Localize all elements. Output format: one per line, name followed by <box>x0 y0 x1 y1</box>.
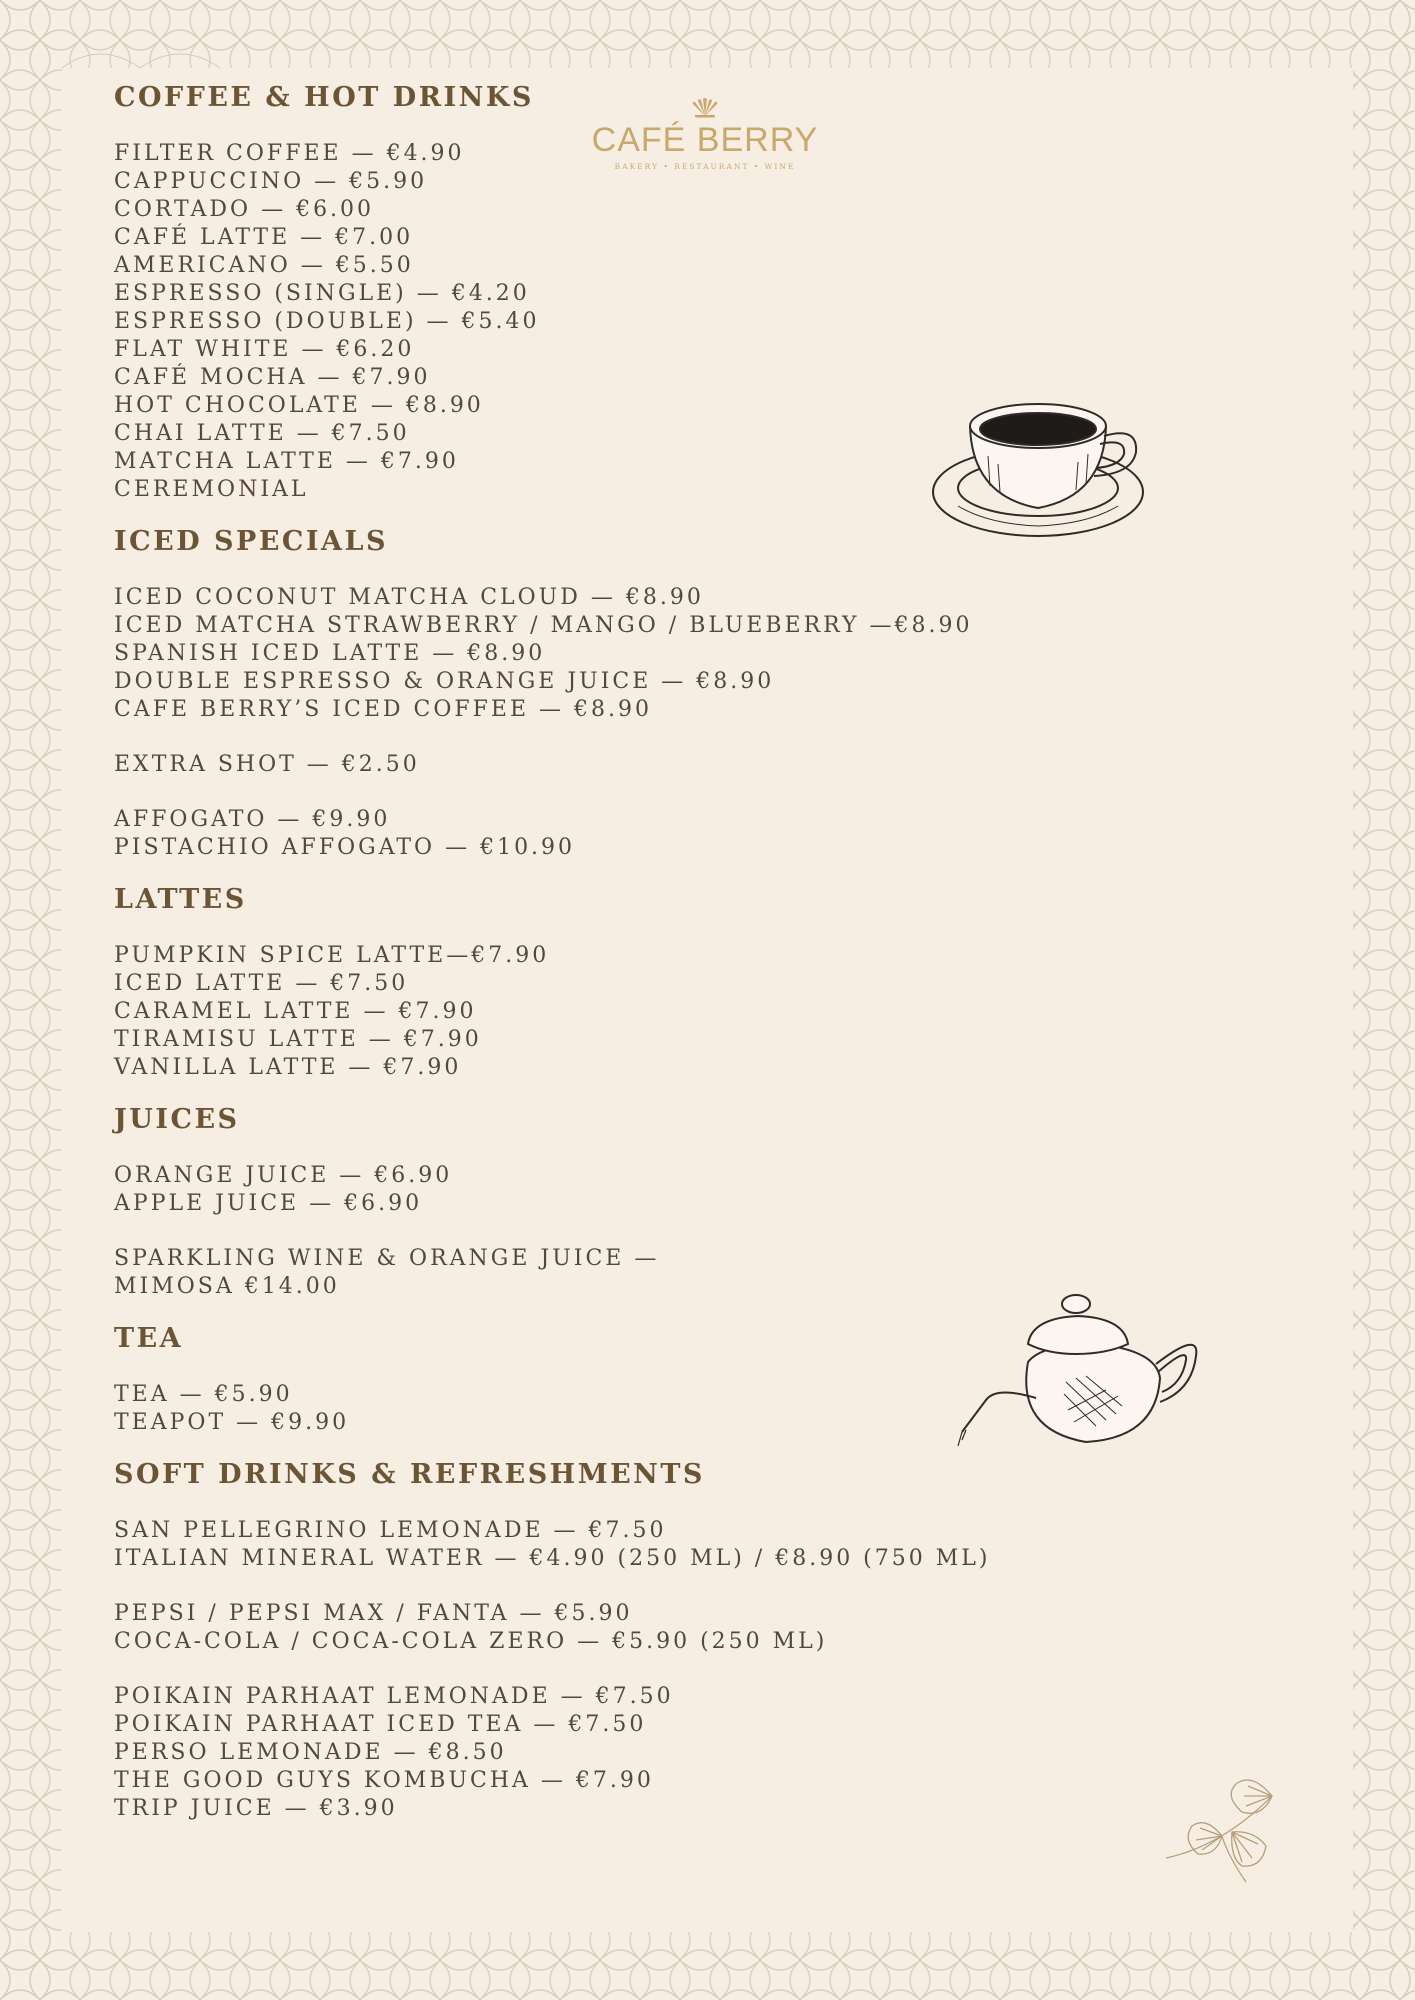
menu-item: FLAT WHITE — €6.20 <box>114 337 415 362</box>
menu-item: SAN PELLEGRINO LEMONADE — €7.50 <box>114 1518 667 1543</box>
section-title: TEA <box>114 1323 184 1354</box>
menu-item: APPLE JUICE — €6.90 <box>114 1191 423 1216</box>
menu-item: CAFÉ LATTE — €7.00 <box>114 225 414 250</box>
brand-tagline: BAKERY • RESTAURANT • WINE <box>614 162 796 171</box>
menu-item: ICED COCONUT MATCHA CLOUD — €8.90 <box>114 585 704 610</box>
menu-item: CARAMEL LATTE — €7.90 <box>114 999 477 1024</box>
menu-item-group <box>114 584 1194 724</box>
teapot-icon <box>956 1290 1202 1452</box>
section-title: LATTES <box>114 884 247 915</box>
menu-item: AFFOGATO — €9.90 <box>114 807 391 832</box>
menu-item: THE GOOD GUYS KOMBUCHA — €7.90 <box>114 1768 654 1793</box>
menu-item: TIRAMISU LATTE — €7.90 <box>114 1027 482 1052</box>
menu-item-group <box>114 1162 1194 1218</box>
coffee-cup-icon <box>928 396 1148 550</box>
menu-item: CHAI LATTE — €7.50 <box>114 421 410 446</box>
menu-item: COCA-COLA / COCA-COLA ZERO — €5.90 (250 ML) <box>114 1629 828 1654</box>
menu-item: CAPPUCCINO — €5.90 <box>114 169 428 194</box>
menu-item-group <box>114 751 1194 779</box>
menu-section <box>114 1100 1194 1301</box>
menu-item: CORTADO — €6.00 <box>114 197 375 222</box>
menu-item: ICED LATTE — €7.50 <box>114 971 409 996</box>
menu-item: SPARKLING WINE & ORANGE JUICE — <box>114 1246 660 1271</box>
menu-item: TEAPOT — €9.90 <box>114 1410 350 1435</box>
menu-item: ORANGE JUICE — €6.90 <box>114 1163 453 1188</box>
menu-item: ITALIAN MINERAL WATER — €4.90 (250 ML) / €8.90 (750 ML) <box>114 1546 991 1571</box>
section-title: JUICES <box>114 1104 240 1135</box>
menu-item: PEPSI / PEPSI MAX / FANTA — €5.90 <box>114 1601 633 1626</box>
menu-item: ESPRESSO (DOUBLE) — €5.40 <box>114 309 540 334</box>
menu-item: PERSO LEMONADE — €8.50 <box>114 1740 507 1765</box>
menu-section <box>114 1455 1194 1823</box>
menu-item: MATCHA LATTE — €7.90 <box>114 449 459 474</box>
menu-item-group <box>114 1683 1194 1823</box>
menu-item-group <box>114 806 1194 862</box>
menu-item: FILTER COFFEE — €4.90 <box>114 141 465 166</box>
menu-item: ICED MATCHA STRAWBERRY / MANGO / BLUEBERRY —€8.90 <box>114 613 973 638</box>
section-title: COFFEE & HOT DRINKS <box>114 82 534 113</box>
menu-item: PISTACHIO AFFOGATO — €10.90 <box>114 835 576 860</box>
drinks-menu <box>114 78 1194 1841</box>
menu-section <box>114 522 1194 862</box>
brand-name: CAFÉ BERRY <box>591 121 819 159</box>
menu-item: SPANISH ICED LATTE — €8.90 <box>114 641 546 666</box>
menu-item: PUMPKIN SPICE LATTE—€7.90 <box>114 943 550 968</box>
menu-item-group <box>114 942 1194 1082</box>
menu-item: ESPRESSO (SINGLE) — €4.20 <box>114 281 530 306</box>
section-title: ICED SPECIALS <box>114 526 388 557</box>
menu-item: TRIP JUICE — €3.90 <box>114 1796 398 1821</box>
section-title: SOFT DRINKS & REFRESHMENTS <box>114 1459 705 1490</box>
menu-item: POIKAIN PARHAAT ICED TEA — €7.50 <box>114 1712 647 1737</box>
menu-item: POIKAIN PARHAAT LEMONADE — €7.50 <box>114 1684 674 1709</box>
menu-item: HOT CHOCOLATE — €8.90 <box>114 393 484 418</box>
menu-item: EXTRA SHOT — €2.50 <box>114 752 420 777</box>
menu-item-group <box>114 1600 1194 1656</box>
menu-item: CAFE BERRY’S ICED COFFEE — €8.90 <box>114 697 652 722</box>
menu-item: CAFÉ MOCHA — €7.90 <box>114 365 431 390</box>
menu-item: AMERICANO — €5.50 <box>114 253 414 278</box>
menu-item: VANILLA LATTE — €7.90 <box>114 1055 462 1080</box>
menu-item-group <box>114 1517 1194 1573</box>
menu-section <box>114 880 1194 1082</box>
menu-item: TEA — €5.90 <box>114 1382 293 1407</box>
menu-item: DOUBLE ESPRESSO & ORANGE JUICE — €8.90 <box>114 669 775 694</box>
menu-item: MIMOSA €14.00 <box>114 1274 340 1299</box>
ginkgo-leaves-icon <box>1162 1766 1292 1890</box>
menu-item: CEREMONIAL <box>114 477 309 502</box>
